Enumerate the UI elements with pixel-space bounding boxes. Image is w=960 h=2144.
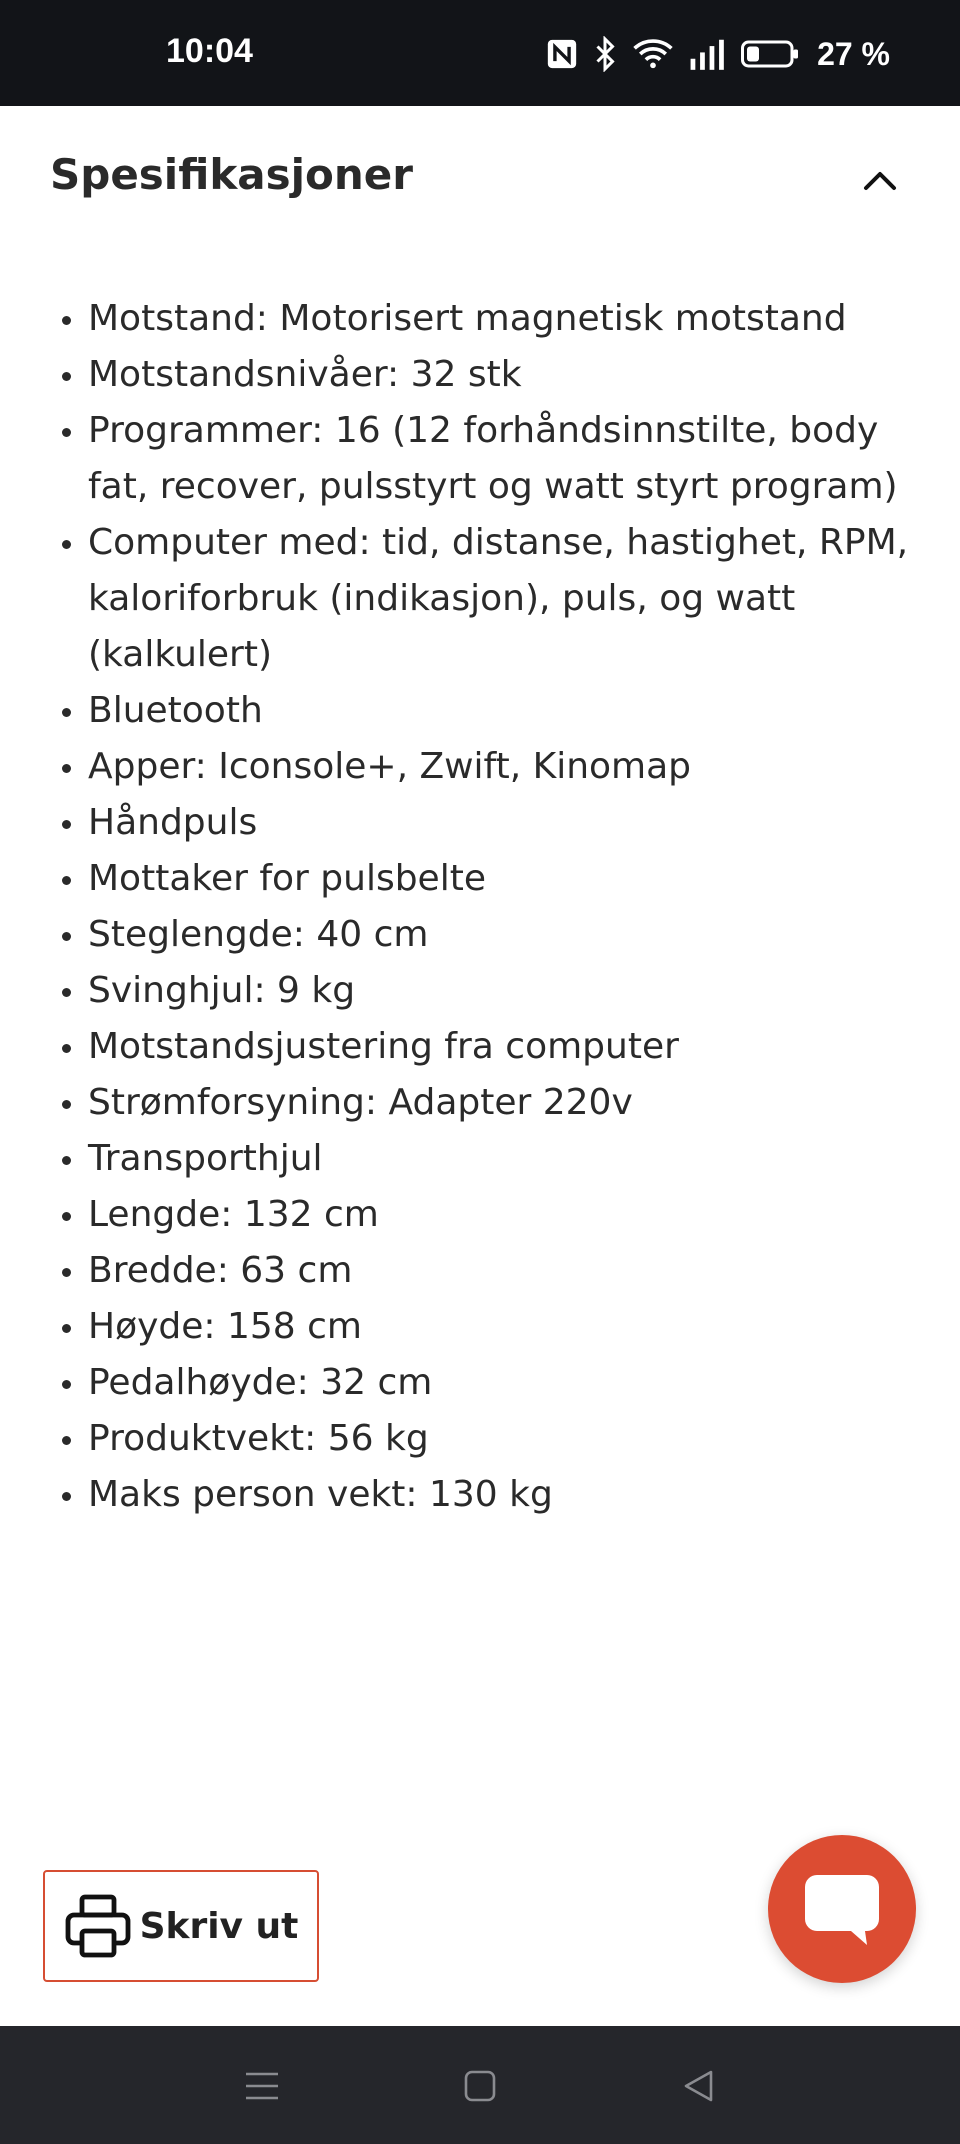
home-square-icon <box>463 2069 497 2103</box>
spec-item: Maks person vekt: 130 kg <box>50 1467 930 1523</box>
spec-item: Apper: Iconsole+, Zwift, Kinomap <box>50 739 930 795</box>
battery-icon <box>741 38 801 70</box>
spec-item: Bredde: 63 cm <box>50 1243 930 1299</box>
home-nav-button[interactable] <box>456 2062 504 2110</box>
spec-item: Transporthjul <box>50 1131 930 1187</box>
print-button[interactable] <box>43 1870 319 1982</box>
spec-item: Lengde: 132 cm <box>50 1187 930 1243</box>
back-triangle-icon <box>681 2068 715 2104</box>
back-nav-button[interactable] <box>674 2062 722 2110</box>
spec-item: Høyde: 158 cm <box>50 1299 930 1355</box>
chat-button[interactable] <box>768 1835 916 1983</box>
spec-item: Håndpuls <box>50 795 930 851</box>
bluetooth-icon <box>593 36 617 72</box>
spec-list <box>50 291 930 1523</box>
section-title: Spesifikasjoner <box>50 150 413 199</box>
status-bar <box>0 0 960 106</box>
spec-item: Steglengde: 40 cm <box>50 907 930 963</box>
specs-section-header[interactable] <box>0 106 960 236</box>
menu-nav-button[interactable] <box>238 2062 286 2110</box>
spec-item: Pedalhøyde: 32 cm <box>50 1355 930 1411</box>
spec-item: Svinghjul: 9 kg <box>50 963 930 1019</box>
menu-icon <box>243 2069 281 2103</box>
chat-bubble-icon <box>799 1869 885 1949</box>
signal-icon <box>689 38 727 70</box>
spec-item: Motstandsjustering fra computer <box>50 1019 930 1075</box>
nfc-icon <box>545 37 579 71</box>
wifi-icon <box>631 37 675 71</box>
status-time: 10:04 <box>166 32 253 70</box>
spec-item: Programmer: 16 (12 forhåndsinnstilte, body fat, recover, pulsstyrt og watt styrt program) <box>50 403 930 515</box>
spec-item: Computer med: tid, distanse, hastighet, RPM, kaloriforbruk (indikasjon), puls, og watt (kalkulert) <box>50 515 930 683</box>
spec-item: Produktvekt: 56 kg <box>50 1411 930 1467</box>
chevron-up-icon <box>862 168 898 192</box>
spec-item: Mottaker for pulsbelte <box>50 851 930 907</box>
spec-item: Bluetooth <box>50 683 930 739</box>
print-label: Skriv ut <box>139 1905 299 1947</box>
battery-percent: 27 % <box>817 35 890 72</box>
navigation-bar <box>0 2026 960 2144</box>
spec-item: Motstandsnivåer: 32 stk <box>50 347 930 403</box>
spec-item: Strømforsyning: Adapter 220v <box>50 1075 930 1131</box>
printer-icon <box>64 1893 132 1959</box>
status-icons <box>545 34 890 74</box>
collapse-button[interactable] <box>856 156 904 204</box>
spec-item: Motstand: Motorisert magnetisk motstand <box>50 291 930 347</box>
